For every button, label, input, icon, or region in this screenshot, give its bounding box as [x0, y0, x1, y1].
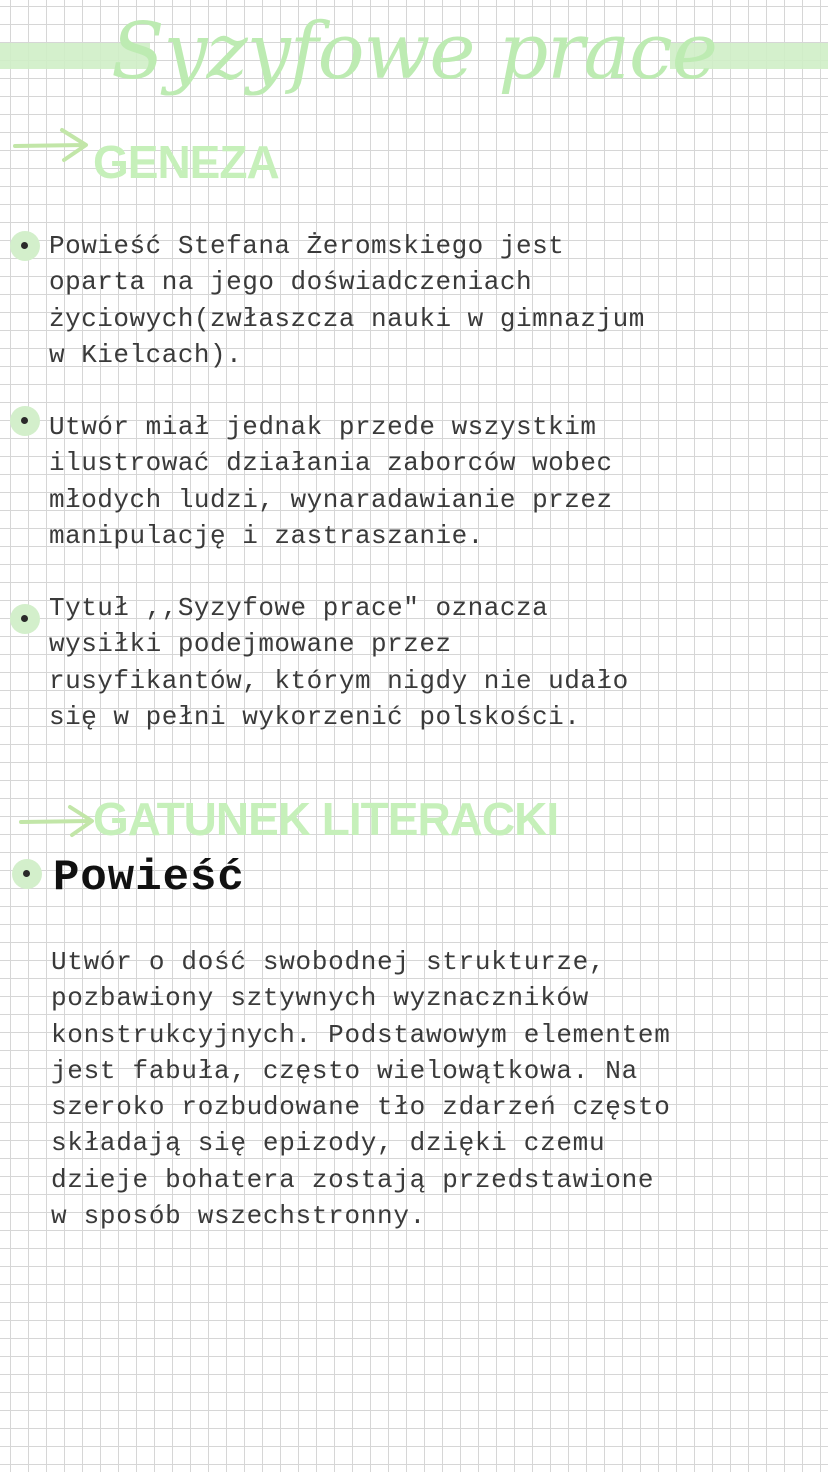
- genre-description: Utwór o dość swobodnej strukturze, pozbawiony sztywnych wyznaczników konstrukcyjnych. Podstawowym elementem jest fabuła, często wielowątkowa. Na szeroko rozbudowane tło zdarzeń często składają się epizody, dzięki czemu dzieje bohatera zostają przedstawione w sposób wszechstronny.: [51, 947, 671, 1232]
- section-heading-gatunek: GATUNEK LITERACKI: [93, 793, 559, 845]
- bullet-icon: [10, 604, 40, 634]
- geneza-point-3: Tytuł ,,Syzyfowe prace" oznacza wysiłki podejmowane przez rusyfikantów, którym nigdy nie udało się w pełni wykorzenić polskości.: [49, 593, 629, 732]
- bullet-icon: [10, 231, 40, 261]
- geneza-point-2: Utwór miał jednak przede wszystkim ilustrować działania zaborców wobec młodych ludzi, wynaradawianie przez manipulację i zastraszanie.: [49, 412, 613, 551]
- geneza-point-1: Powieść Stefana Żeromskiego jest oparta na jego doświadczeniach życiowych(zwłaszcza nauki w gimnazjum w Kielcach).: [49, 231, 645, 370]
- section-heading-geneza: GENEZA: [93, 136, 279, 188]
- genre-name: Powieść: [53, 853, 245, 903]
- bullet-icon: [10, 406, 40, 436]
- arrow-right-icon: [18, 797, 98, 847]
- arrow-right-icon: [12, 122, 92, 172]
- bullet-icon: [12, 859, 42, 889]
- page-title: Syzyfowe prace: [111, 7, 717, 97]
